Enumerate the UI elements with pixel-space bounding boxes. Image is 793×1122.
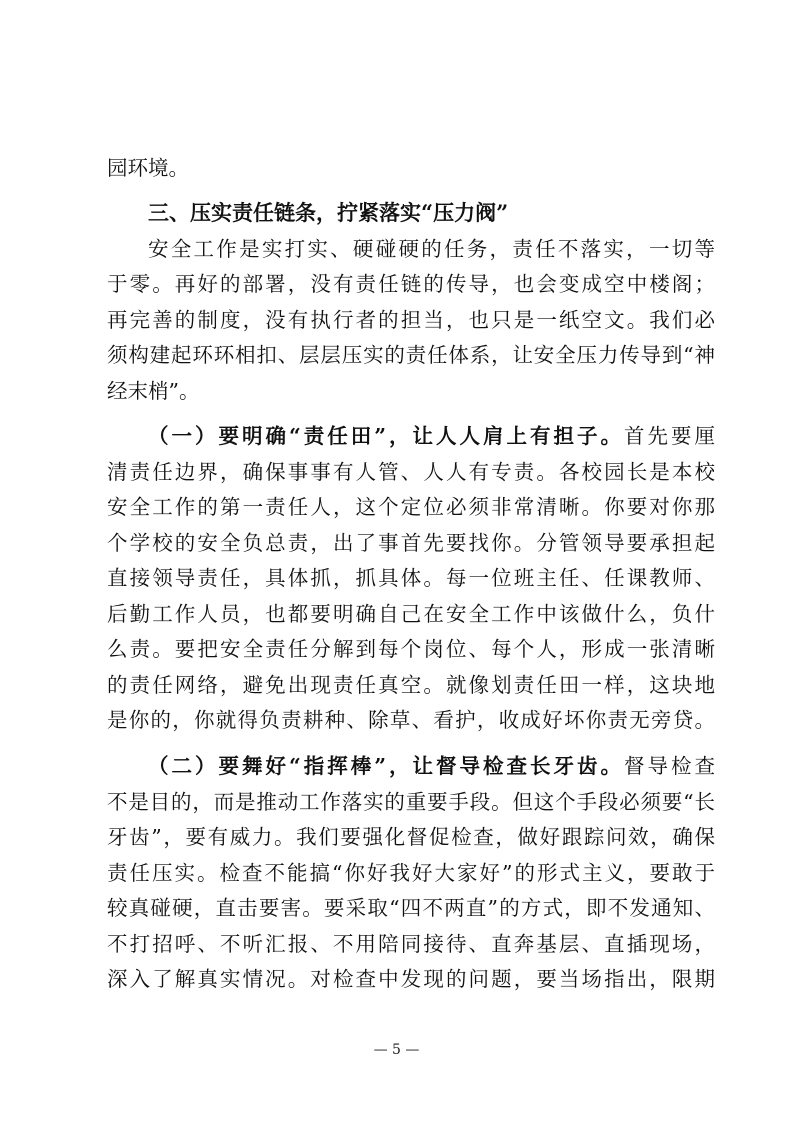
paragraph-lead-line: [148, 421, 715, 451]
text-line: 责任压实。检查不能搞“你好我好大家好”的形式主义，要敢于: [107, 861, 715, 885]
text-line: 不打招呼、不听汇报、不用陪同接待、直奔基层、直插现场，: [107, 932, 715, 956]
section-heading: 三、压实责任链条，拧紧落实“压力阀”: [148, 200, 509, 225]
text-line: 安全工作是实打实、硬碰硬的任务，责任不落实，一切等: [148, 237, 715, 261]
text-line: 清责任边界，确保事事有人管、人人有专责。各校园长是本校: [107, 460, 715, 484]
text-line: 后勤工作人员，也都要明确自己在安全工作中该做什么，负什: [107, 602, 715, 626]
text-line: 再完善的制度，没有执行者的担当，也只是一纸空文。我们必: [107, 308, 715, 332]
text-line: 较真碰硬，直击要害。要采取“四不两直”的方式，即不发通知、: [107, 896, 715, 920]
paragraph-lead-rest: 首先要厘: [624, 424, 715, 448]
text-line: 于零。再好的部署，没有责任链的传导，也会变成空中楼阁；: [107, 272, 715, 296]
text-line: 深入了解真实情况。对检查中发现的问题，要当场指出，限期: [107, 967, 715, 991]
text-line: 不是目的，而是推动工作落实的重要手段。但这个手段必须要“长: [107, 790, 715, 814]
text-line: 须构建起环环相扣、层层压实的责任体系，让安全压力传导到“神: [107, 343, 715, 367]
text-line: 么责。要把安全责任分解到每个岗位、每个人，形成一张清晰: [107, 637, 715, 661]
text-line: 的责任网络，避免出现责任真空。就像划责任田一样，这块地: [107, 673, 715, 697]
text-line: 园环境。: [107, 156, 189, 180]
paragraph-lead-bold: （二）要舞好“指挥棒”，让督导检查长牙齿。: [148, 754, 624, 778]
text-line: 经末梢”。: [107, 379, 200, 403]
text-line: 个学校的安全负总责，出了事首先要找你。分管领导要承担起: [107, 531, 715, 555]
text-line: 牙齿”，要有威力。我们要强化督促检查，做好跟踪问效，确保: [107, 825, 715, 849]
paragraph-lead-bold: （一）要明确“责任田”，让人人肩上有担子。: [148, 424, 624, 448]
page-number: — 5 —: [373, 1042, 420, 1058]
text-line: 安全工作的第一责任人，这个定位必须非常清晰。你要对你那: [107, 495, 715, 519]
text-line: 直接领导责任，具体抓，抓具体。每一位班主任、任课教师、: [107, 566, 715, 590]
paragraph-lead-rest: 督导检查: [624, 754, 715, 778]
text-line: 是你的，你就得负责耕种、除草、看护，收成好坏你责无旁贷。: [107, 708, 715, 732]
paragraph-lead-line: [148, 751, 715, 781]
